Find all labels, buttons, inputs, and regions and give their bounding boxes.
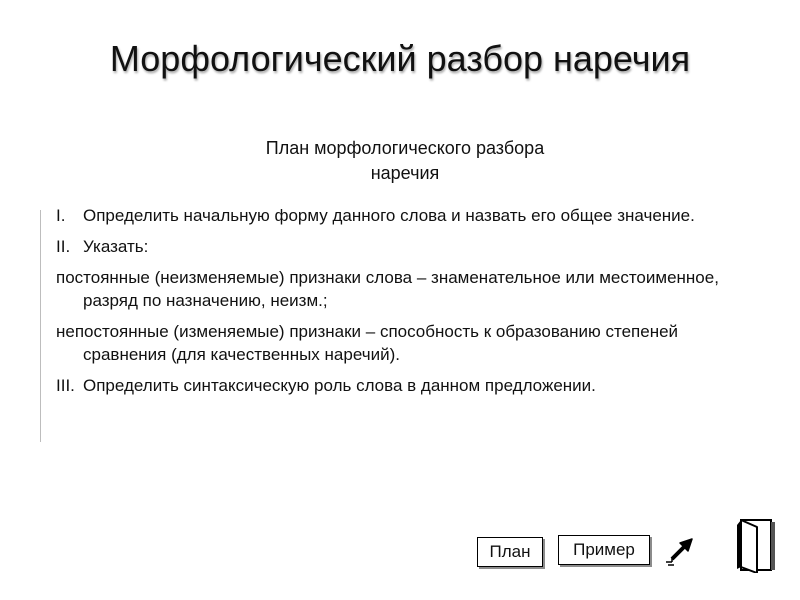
plan-step-3-number: III. <box>56 376 75 395</box>
plan-list <box>56 204 746 405</box>
plan-button[interactable]: План <box>477 537 543 567</box>
constant-features-text: постоянные (неизменяемые) признаки слова – знаменательное или местоименное, разряд по назначению, неизм.; <box>56 268 719 310</box>
plan-step-2-text: Указать: <box>83 237 149 256</box>
plan-step-3-text: Определить синтаксическую роль слова в данном предложении. <box>83 376 596 395</box>
plan-step-1-text: Определить начальную форму данного слова и назвать его общее значение. <box>83 206 695 225</box>
plan-step-1-number: I. <box>56 206 66 225</box>
example-button[interactable]: Пример <box>558 535 650 565</box>
plan-step-1 <box>56 204 746 227</box>
exit-door-icon[interactable] <box>733 517 777 573</box>
plan-step-2 <box>56 235 746 258</box>
variable-features-text: непостоянные (изменяемые) признаки – способность к образованию степеней сравнения (для качественных наречий). <box>56 322 679 364</box>
slide-title: Морфологический разбор наречия <box>109 38 691 79</box>
content-left-rule <box>40 210 41 442</box>
plan-step-2-number: II. <box>56 237 71 256</box>
plan-step-3 <box>56 374 746 397</box>
plan-heading <box>210 136 600 186</box>
return-arrow-icon[interactable] <box>662 531 698 567</box>
plan-heading-line1: План морфологического разбора <box>265 138 545 158</box>
plan-heading-line2: наречия <box>370 163 440 183</box>
